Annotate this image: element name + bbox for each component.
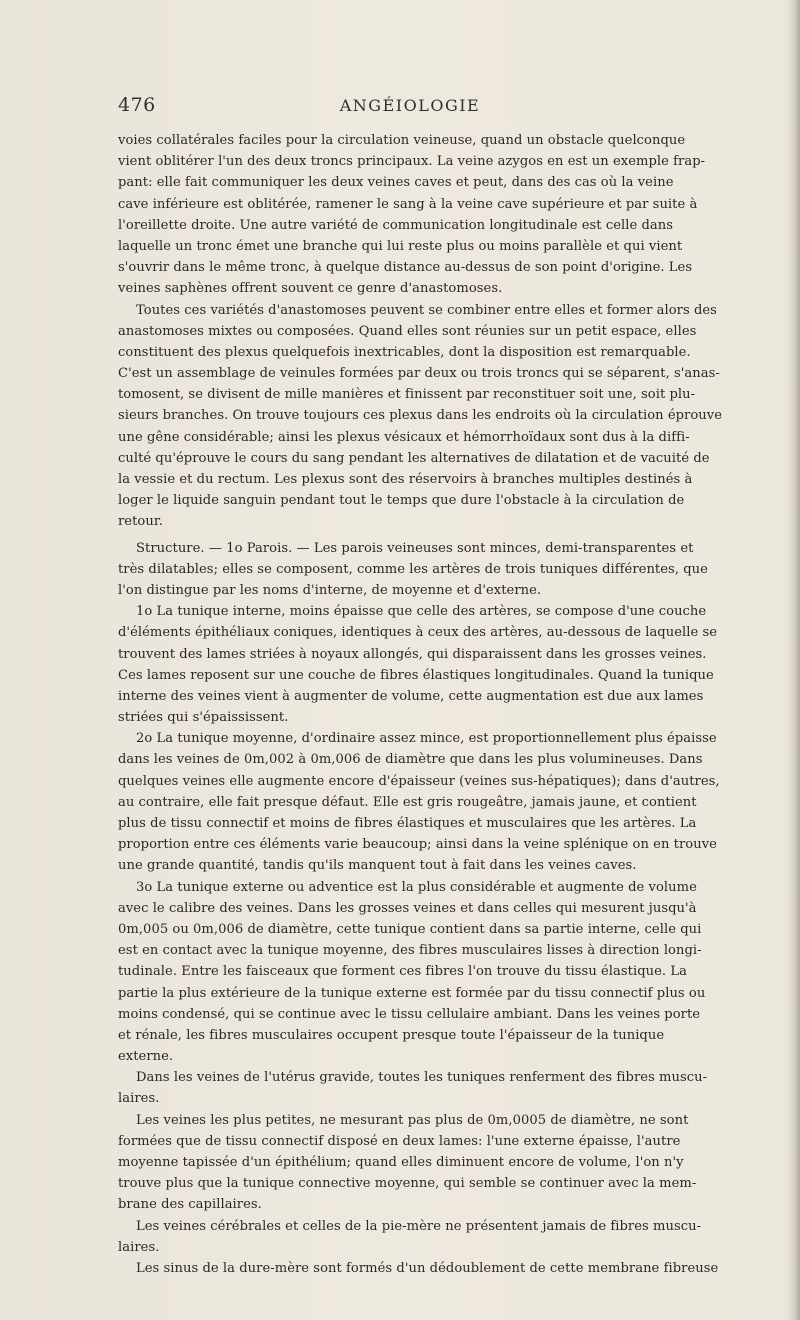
text-line: d'éléments épithéliaux coniques, identiques à ceux des artères, au-dessous de laquelle se xyxy=(118,625,718,641)
text-line: vient oblitérer l'un des deux troncs principaux. La veine azygos en est un exemple frap- xyxy=(118,154,706,170)
text-line: 3o La tunique externe ou adventice est la plus considérable et augmente de volume xyxy=(136,879,697,895)
text-line: brane des capillaires. xyxy=(118,1197,262,1213)
text-line: Dans les veines de l'utérus gravide, toutes les tuniques renferment des fibres muscu- xyxy=(136,1070,708,1086)
text-line: la vessie et du rectum. Les plexus sont des réservoirs à branches multiples destinés à xyxy=(118,472,693,487)
text-line: formées que de tissu connectif disposé en deux lames: l'une externe épaisse, l'autre xyxy=(118,1133,681,1149)
page-header xyxy=(118,94,702,120)
text-line: pant: elle fait communiquer les deux veines caves et peut, dans des cas où la veine xyxy=(118,175,674,191)
body-text xyxy=(118,130,766,1279)
text-line: tudinale. Entre les faisceaux que forment ces fibres l'on trouve du tissu élastique. La xyxy=(118,964,687,980)
text-line: quelques veines elle augmente encore d'épaisseur (veines sus-hépatiques); dans d'autres, xyxy=(118,773,720,789)
page-number: 476 xyxy=(118,94,156,116)
text-line: externe. xyxy=(118,1049,174,1065)
text-line: partie la plus extérieure de la tunique externe est formée par du tissu connectif plus ou xyxy=(118,985,706,1001)
text-line: cave inférieure est oblitérée, ramener le sang à la veine cave supérieure et par suite à xyxy=(118,196,698,212)
text-line: au contraire, elle fait presque défaut. Elle est gris rougeâtre, jamais jaune, et contient xyxy=(118,794,697,810)
text-line: 1o La tunique interne, moins épaisse que celle des artères, se compose d'une couche xyxy=(136,604,707,620)
text-line: s'ouvrir dans le même tronc, à quelque distance au-dessus de son point d'origine. Les xyxy=(118,260,693,276)
text-line: anastomoses mixtes ou composées. Quand elles sont réunies sur un petit espace, elles xyxy=(118,323,697,339)
text-line: Structure. — 1o Parois. — Les parois veineuses sont minces, demi-transparentes et xyxy=(136,540,694,556)
text-line: plus de tissu connectif et moins de fibres élastiques et musculaires que les artères. La xyxy=(118,816,697,831)
text-line: retour. xyxy=(118,514,163,530)
text-line: Les sinus de la dure-mère sont formés d'un dédoublement de cette membrane fibreuse xyxy=(136,1260,719,1276)
text-line: trouvent des lames striées à noyaux allongés, qui disparaissent dans les grosses veines. xyxy=(118,646,707,662)
text-line: tomosent, se divisent de mille manières et finissent par reconstituer soit une, soit plu- xyxy=(118,387,696,403)
text-line: laires. xyxy=(118,1239,160,1255)
text-line: une gêne considérable; ainsi les plexus vésicaux et hémorrhoïdaux sont dus à la diffi- xyxy=(118,429,690,445)
text-line: très dilatables; elles se composent, comme les artères de trois tuniques différentes, que xyxy=(118,561,708,577)
text-line: voies collatérales faciles pour la circulation veineuse, quand un obstacle quelconque xyxy=(118,133,686,148)
text-line: proportion entre ces éléments varie beaucoup; ainsi dans la veine splénique on en trouve xyxy=(118,837,717,853)
text-line: Toutes ces variétés d'anastomoses peuvent se combiner entre elles et former alors des xyxy=(136,302,717,318)
text-line: striées qui s'épaississent. xyxy=(118,710,289,726)
text-line: loger le liquide sanguin pendant tout le temps que dure l'obstacle à la circulation de xyxy=(118,493,685,509)
text-line: laires. xyxy=(118,1091,160,1107)
text-line: une grande quantité, tandis qu'ils manquent tout à fait dans les veines caves. xyxy=(118,858,637,874)
text-line: culté qu'éprouve le cours du sang pendant les alternatives de dilatation et de vacuité de xyxy=(118,450,710,466)
text-line: et rénale, les fibres musculaires occupent presque toute l'épaisseur de la tunique xyxy=(118,1027,665,1043)
text-line: dans les veines de 0m,002 à 0m,006 de diamètre que dans les plus volumineuses. Dans xyxy=(118,752,703,768)
text-line: est en contact avec la tunique moyenne, des fibres musculaires lisses à direction longi- xyxy=(118,943,702,959)
page-edge-shadow xyxy=(786,0,800,1320)
text-line: C'est un assemblage de veinules formées par deux ou trois troncs qui se séparent, s'anas- xyxy=(118,366,720,382)
text-line: laquelle un tronc émet une branche qui lui reste plus ou moins parallèle et qui vient xyxy=(118,238,683,254)
text-line: l'on distingue par les noms d'interne, de moyenne et d'externe. xyxy=(118,582,542,598)
text-line: moyenne tapissée d'un épithélium; quand elles diminuent encore de volume, l'on n'y xyxy=(118,1155,684,1170)
text-line: trouve plus que la tunique connective moyenne, qui semble se continuer avec la mem- xyxy=(118,1176,697,1192)
text-line: interne des veines vient à augmenter de volume, cette augmentation est due aux lames xyxy=(118,688,704,704)
text-line: sieurs branches. On trouve toujours ces plexus dans les endroits où la circulation éprouve xyxy=(118,408,723,424)
text-line: Les veines les plus petites, ne mesurant pas plus de 0m,0005 de diamètre, ne sont xyxy=(136,1112,689,1128)
text-line: veines saphènes offrent souvent ce genre d'anastomoses. xyxy=(118,281,503,297)
text-line: 0m,005 ou 0m,006 de diamètre, cette tunique contient dans sa partie interne, celle qui xyxy=(118,921,702,937)
running-head: ANGÉIOLOGIE xyxy=(339,96,481,115)
text-line: Les veines cérébrales et celles de la pie-mère ne présentent jamais de fibres muscu- xyxy=(136,1218,702,1234)
text-line: moins condensé, qui se continue avec le tissu cellulaire ambiant. Dans les veines porte xyxy=(118,1006,701,1022)
text-line: 2o La tunique moyenne, d'ordinaire assez mince, est proportionnellement plus épaisse xyxy=(136,731,717,747)
text-line: l'oreillette droite. Une autre variété de communication longitudinale est celle dans xyxy=(118,217,674,233)
text-line: Ces lames reposent sur une couche de fibres élastiques longitudinales. Quand la tunique xyxy=(118,667,714,683)
text-line: avec le calibre des veines. Dans les grosses veines et dans celles qui mesurent jusqu'à xyxy=(118,900,697,916)
text-line: constituent des plexus quelquefois inextricables, dont la disposition est remarquable. xyxy=(118,344,691,360)
